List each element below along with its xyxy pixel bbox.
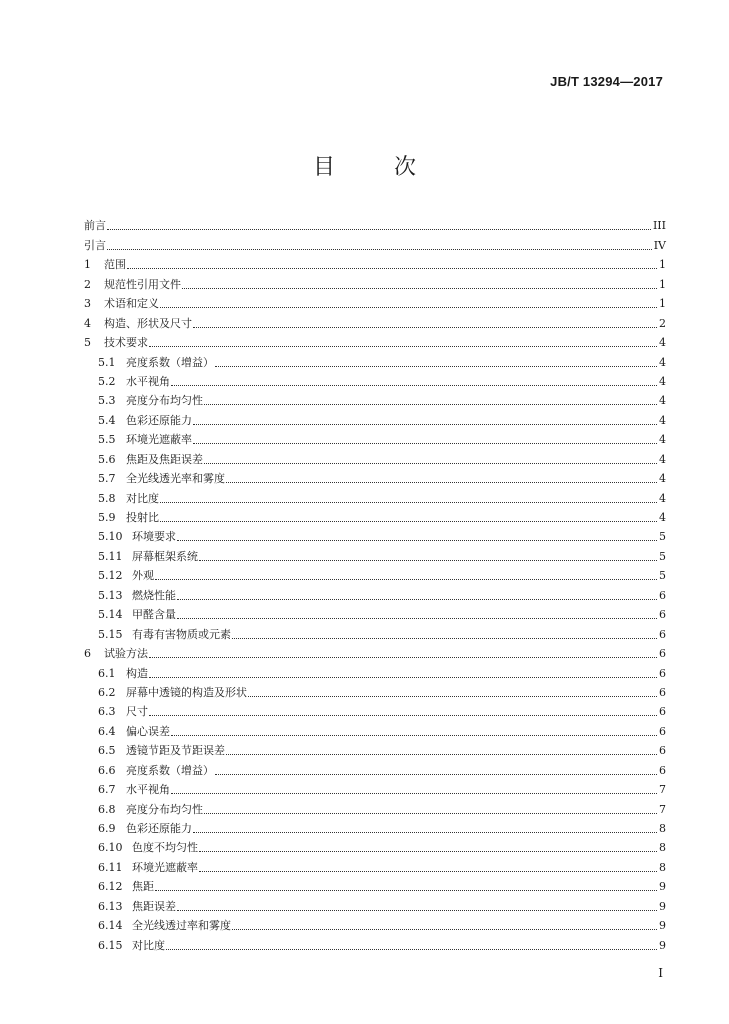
toc-entry-number: 5.3 — [98, 394, 116, 408]
toc-entry-page: 4 — [659, 374, 666, 388]
toc-dot-leader — [215, 773, 657, 775]
toc-entry-number: 5.12 — [98, 569, 123, 583]
toc-entry-label: 全光线透光率和雾度 — [126, 472, 225, 486]
toc-entry-number: 5.2 — [98, 374, 116, 388]
toc-entry-number: 6.9 — [98, 822, 116, 835]
toc-entry-number: 3 — [84, 297, 91, 311]
toc-entry-page: 4 — [659, 413, 666, 427]
toc-entry-label: 外观 — [132, 569, 154, 583]
toc-entry-page: 6 — [659, 588, 666, 602]
toc-entry[interactable] — [84, 700, 666, 719]
toc-entry-page: 6 — [659, 685, 666, 699]
toc-entry-label: 屏幕中透镜的构造及形状 — [126, 685, 247, 699]
toc-entry[interactable] — [84, 447, 666, 466]
toc-entry[interactable] — [84, 642, 666, 661]
toc-entry-label: 术语和定义 — [104, 297, 159, 311]
toc-entry-page: 4 — [659, 452, 666, 466]
toc-entry-page: 4 — [659, 511, 666, 524]
toc-dot-leader — [160, 520, 657, 522]
toc-entry[interactable] — [84, 778, 666, 797]
toc-entry[interactable] — [84, 253, 666, 272]
toc-entry[interactable] — [84, 894, 666, 913]
toc-entry-page: 1 — [659, 258, 666, 272]
toc-entry[interactable] — [84, 661, 666, 680]
toc-entry-label: 尺寸 — [126, 705, 148, 719]
toc-dot-leader — [127, 267, 657, 269]
toc-entry-page: 5 — [659, 530, 666, 544]
toc-dot-leader — [182, 287, 657, 289]
toc-entry-number: 6.4 — [98, 724, 116, 738]
toc-entry[interactable] — [84, 817, 666, 836]
toc-entry-page: 4 — [659, 433, 666, 447]
toc-entry-number: 6.6 — [98, 763, 116, 777]
toc-entry-number: 6.2 — [98, 685, 116, 699]
toc-entry-number: 6.14 — [98, 919, 123, 933]
toc-dot-leader — [199, 870, 657, 872]
toc-entry-page: 4 — [659, 491, 666, 505]
toc-entry-number: 5.13 — [98, 588, 123, 602]
toc-dot-leader — [177, 539, 657, 541]
toc-dot-leader — [199, 559, 657, 561]
toc-entry-page: 4 — [659, 394, 666, 408]
toc-entry-number: 5.11 — [98, 549, 123, 563]
toc-dot-leader — [160, 306, 657, 308]
toc-entry-label: 色彩还原能力 — [126, 822, 192, 835]
toc-entry[interactable] — [84, 622, 666, 641]
toc-entry-label: 前言 — [84, 219, 106, 233]
toc-entry[interactable] — [84, 603, 666, 622]
toc-entry-number: 5.1 — [98, 355, 116, 369]
toc-entry-page: 8 — [659, 841, 666, 855]
toc-entry-label: 环境要求 — [132, 530, 176, 544]
toc-entry-number: 6.1 — [98, 666, 116, 680]
document-number: JB/T 13294—2017 — [550, 74, 663, 89]
toc-dot-leader — [226, 753, 657, 755]
toc-dot-leader — [107, 228, 651, 230]
toc-dot-leader — [171, 734, 657, 736]
toc-dot-leader — [107, 248, 652, 250]
toc-entry[interactable] — [84, 214, 666, 233]
toc-entry[interactable] — [84, 583, 666, 602]
toc-entry-number: 4 — [84, 316, 91, 330]
toc-entry[interactable] — [84, 875, 666, 894]
toc-entry-page: 6 — [659, 705, 666, 719]
toc-entry-label: 屏幕框架系统 — [132, 549, 198, 563]
toc-dot-leader — [193, 423, 657, 425]
toc-dot-leader — [149, 714, 657, 716]
toc-entry-number: 6.5 — [98, 744, 116, 758]
toc-entry-label: 环境光遮蔽率 — [132, 860, 198, 874]
toc-entry[interactable] — [84, 408, 666, 427]
toc-entry[interactable] — [84, 758, 666, 777]
toc-entry-page: 8 — [659, 860, 666, 874]
toc-entry-page: 6 — [659, 647, 666, 661]
toc-dot-leader — [215, 365, 657, 367]
toc-entry-page: 9 — [659, 899, 666, 913]
toc-entry[interactable] — [84, 350, 666, 369]
toc-entry-number: 6.8 — [98, 802, 116, 816]
toc-entry-label: 环境光遮蔽率 — [126, 433, 192, 447]
toc-dot-leader — [193, 831, 657, 833]
toc-entry-number: 5.14 — [98, 608, 123, 622]
toc-entry-page: IV — [653, 238, 666, 252]
toc-entry[interactable] — [84, 370, 666, 389]
toc-entry[interactable] — [84, 467, 666, 486]
toc-entry-page: 5 — [659, 569, 666, 583]
toc-entry[interactable] — [84, 739, 666, 758]
toc-entry-number: 6.10 — [98, 841, 123, 855]
toc-entry-page: 1 — [659, 297, 666, 311]
toc-entry-page: 6 — [659, 608, 666, 622]
toc-dot-leader — [232, 928, 657, 930]
toc-entry-number: 6.15 — [98, 938, 123, 952]
toc-entry-label: 焦距及焦距误差 — [126, 452, 203, 466]
toc-dot-leader — [199, 850, 657, 852]
toc-entry-label: 有毒有害物质或元素 — [132, 627, 231, 641]
toc-entry-label: 色彩还原能力 — [126, 413, 192, 427]
toc-dot-leader — [204, 403, 657, 405]
toc-entry[interactable] — [84, 914, 666, 933]
toc-entry-page: 9 — [659, 880, 666, 894]
toc-entry-page: 9 — [659, 919, 666, 933]
toc-entry-label: 焦距误差 — [132, 899, 176, 913]
toc-entry-page: 6 — [659, 666, 666, 680]
toc-dot-leader — [248, 695, 657, 697]
toc-entry-number: 5.10 — [98, 530, 123, 544]
toc-dot-leader — [177, 909, 657, 911]
toc-entry[interactable] — [84, 719, 666, 738]
toc-entry-number: 6 — [84, 647, 91, 661]
toc-entry[interactable] — [84, 389, 666, 408]
toc-entry-label: 对比度 — [132, 938, 165, 952]
toc-entry-label: 范围 — [104, 258, 126, 272]
toc-entry-page: 4 — [659, 336, 666, 350]
toc-dot-leader — [204, 812, 657, 814]
toc-entry[interactable] — [84, 311, 666, 330]
toc-entry-number: 5.5 — [98, 433, 116, 447]
toc-entry-number: 6.12 — [98, 880, 123, 894]
toc-entry-page: 7 — [659, 802, 666, 816]
toc-entry-label: 燃烧性能 — [132, 588, 176, 602]
toc-entry[interactable] — [84, 428, 666, 447]
toc-entry-page: 4 — [659, 472, 666, 486]
toc-dot-leader — [226, 481, 657, 483]
toc-entry[interactable] — [84, 331, 666, 350]
toc-entry-page: 6 — [659, 744, 666, 758]
toc-entry[interactable] — [84, 525, 666, 544]
toc-entry[interactable] — [84, 855, 666, 874]
toc-entry-label: 规范性引用文件 — [104, 277, 181, 291]
page-title: 目 次 — [313, 155, 442, 180]
toc-entry-page: 8 — [659, 822, 666, 835]
toc-entry-page: 6 — [659, 724, 666, 738]
toc-entry-number: 2 — [84, 277, 91, 291]
toc-entry-number: 5.15 — [98, 627, 123, 641]
toc-entry-page: 4 — [659, 355, 666, 369]
toc-entry-page: 6 — [659, 627, 666, 641]
toc-entry-page: 7 — [659, 783, 666, 797]
toc-dot-leader — [149, 656, 657, 658]
toc-entry-label: 构造、形状及尺寸 — [104, 316, 192, 330]
toc-entry-page: 6 — [659, 763, 666, 777]
toc-dot-leader — [155, 889, 657, 891]
toc-entry-label: 对比度 — [126, 491, 159, 505]
toc-entry-page: III — [652, 219, 666, 233]
toc-entry[interactable] — [84, 933, 666, 952]
toc-dot-leader — [171, 384, 657, 386]
toc-dot-leader — [155, 578, 657, 580]
toc-entry[interactable] — [84, 292, 666, 311]
toc-entry[interactable] — [84, 836, 666, 855]
toc-entry[interactable] — [84, 233, 666, 252]
toc-entry-label: 焦距 — [132, 880, 154, 894]
toc-entry-label: 甲醛含量 — [132, 608, 176, 622]
toc-entry-label: 透镜节距及节距误差 — [126, 744, 225, 758]
toc-entry[interactable] — [84, 544, 666, 563]
toc-dot-leader — [193, 326, 657, 328]
toc-dot-leader — [177, 598, 657, 600]
toc-entry-label: 引言 — [84, 238, 106, 252]
toc-entry-number: 6.13 — [98, 899, 123, 913]
toc-entry[interactable] — [84, 681, 666, 700]
toc-entry[interactable] — [84, 486, 666, 505]
toc-entry-number: 6.3 — [98, 705, 116, 719]
toc-entry-number: 5.9 — [98, 511, 116, 524]
toc-entry-label: 亮度分布均匀性 — [126, 394, 203, 408]
toc-entry-label: 色度不均匀性 — [132, 841, 198, 855]
toc-dot-leader — [232, 637, 657, 639]
toc-dot-leader — [171, 792, 657, 794]
toc-entry-label: 水平视角 — [126, 374, 170, 388]
toc-dot-leader — [149, 676, 657, 678]
toc-dot-leader — [160, 501, 657, 503]
toc-entry-page: 9 — [659, 938, 666, 952]
toc-entry-label: 亮度系数（增益） — [126, 763, 214, 777]
toc-entry[interactable] — [84, 564, 666, 583]
toc-entry-label: 技术要求 — [104, 336, 148, 350]
toc-entry[interactable] — [84, 797, 666, 816]
toc-entry-label: 偏心误差 — [126, 724, 170, 738]
toc-entry-label: 水平视角 — [126, 783, 170, 797]
toc-entry-number: 5.6 — [98, 452, 116, 466]
toc-dot-leader — [149, 345, 657, 347]
toc-entry-number: 5.8 — [98, 491, 116, 505]
toc-entry-label: 亮度系数（增益） — [126, 355, 214, 369]
toc-entry-number: 5 — [84, 336, 91, 350]
toc-entry-label: 投射比 — [126, 511, 159, 524]
toc-entry-number: 6.11 — [98, 860, 123, 874]
toc-dot-leader — [193, 442, 657, 444]
toc-entry-number: 5.4 — [98, 413, 116, 427]
toc-dot-leader — [177, 617, 657, 619]
toc-entry-number: 5.7 — [98, 472, 116, 486]
table-of-contents — [84, 214, 666, 953]
toc-entry-label: 全光线透过率和雾度 — [132, 919, 231, 933]
toc-entry-page: 2 — [659, 316, 666, 330]
toc-dot-leader — [166, 948, 657, 950]
toc-entry-page: 1 — [659, 277, 666, 291]
toc-entry-label: 试验方法 — [104, 647, 148, 661]
toc-entry[interactable] — [84, 506, 666, 525]
toc-entry-number: 6.7 — [98, 783, 116, 797]
toc-dot-leader — [204, 462, 657, 464]
toc-entry-page: 5 — [659, 549, 666, 563]
toc-entry-label: 亮度分布均匀性 — [126, 802, 203, 816]
toc-entry[interactable] — [84, 272, 666, 291]
toc-entry-label: 构造 — [126, 666, 148, 680]
page-number: I — [658, 966, 663, 980]
toc-entry-number: 1 — [84, 258, 91, 272]
